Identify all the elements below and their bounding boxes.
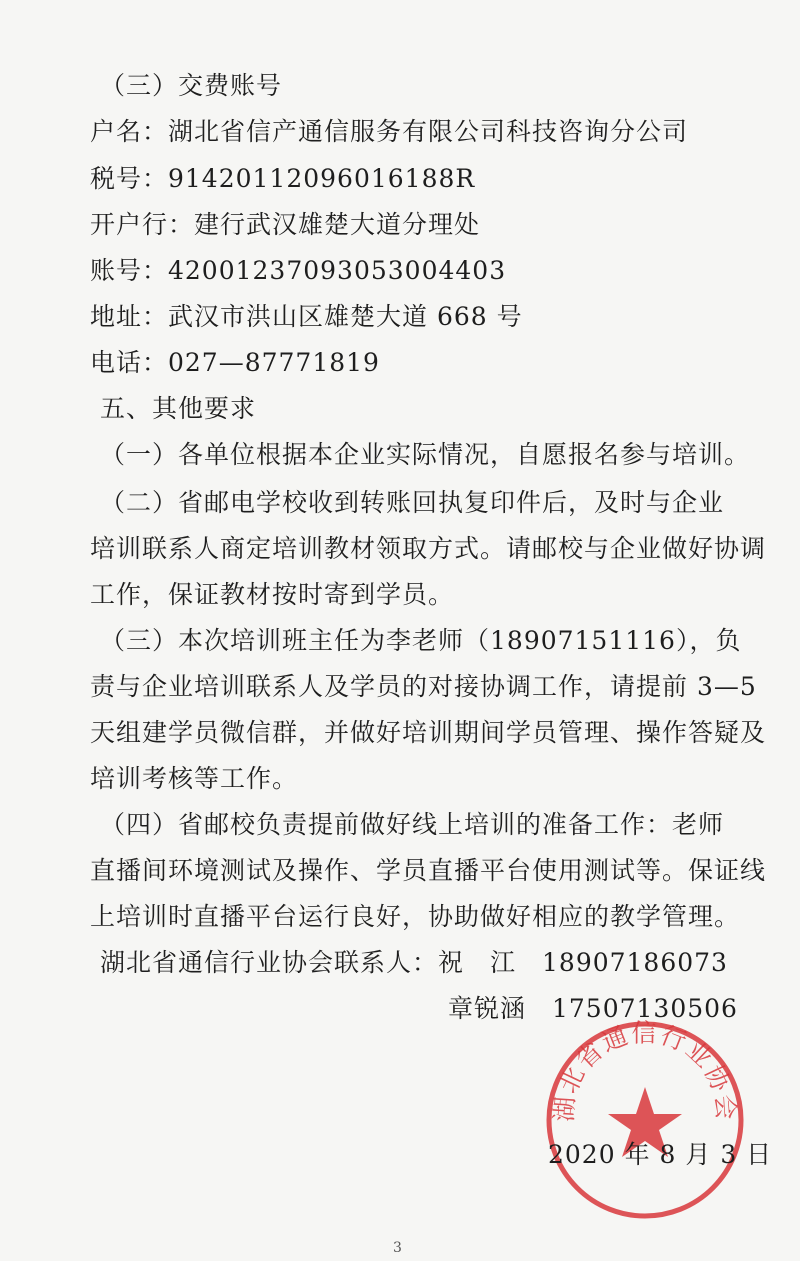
requirement-item-3-line: 天组建学员微信群，并做好培训期间学员管理、操作答疑及 (90, 718, 767, 747)
requirement-item-3-line: 培训考核等工作。 (90, 764, 299, 793)
phone-line: 电话：027—87771819 (90, 348, 380, 377)
tax-id-line: 税号：91420112096016188R (90, 164, 476, 193)
fee-account-heading: （三）交费账号 (100, 71, 283, 100)
requirement-item-2-line: 工作，保证教材按时寄到学员。 (90, 580, 455, 609)
seal-text-path: 湖北省通信行业协会 (549, 1018, 741, 1123)
account-name-line: 户名：湖北省信产通信服务有限公司科技咨询分公司 (90, 117, 689, 146)
bank-line: 开户行：建行武汉雄楚大道分理处 (90, 210, 481, 239)
requirement-item-4-line: 上培训时直播平台运行良好，协助做好相应的教学管理。 (90, 902, 741, 931)
contact-line-2: 章锐涵 17507130506 (448, 994, 738, 1023)
requirement-item-3-line: 责与企业培训联系人及学员的对接协调工作，请提前 3—5 (90, 672, 757, 701)
account-no-line: 账号：42001237093053004403 (90, 256, 507, 285)
requirement-item-2-line: 培训联系人商定培训教材领取方式。请邮校与企业做好协调 (90, 534, 767, 563)
official-seal (540, 1015, 750, 1225)
requirement-item-2-line: （二）省邮电学校收到转账回执复印件后，及时与企业 (100, 488, 725, 517)
requirement-item-4-line: （四）省邮校负责提前做好线上培训的准备工作：老师 (100, 810, 725, 839)
address-line: 地址：武汉市洪山区雄楚大道 668 号 (90, 302, 523, 331)
requirement-item-3-line: （三）本次培训班主任为李老师（18907151116），负 (100, 626, 742, 655)
other-requirements-heading: 五、其他要求 (100, 394, 257, 423)
contact-line-1: 湖北省通信行业协会联系人：祝 江 18907186073 (100, 948, 728, 977)
requirement-item-4-line: 直播间环境测试及操作、学员直播平台使用测试等。保证线 (90, 856, 767, 885)
page-number: 3 (393, 1240, 402, 1256)
requirement-item-1: （一）各单位根据本企业实际情况，自愿报名参与培训。 (100, 440, 751, 469)
document-date: 2020 年 8 月 3 日 (548, 1140, 773, 1169)
